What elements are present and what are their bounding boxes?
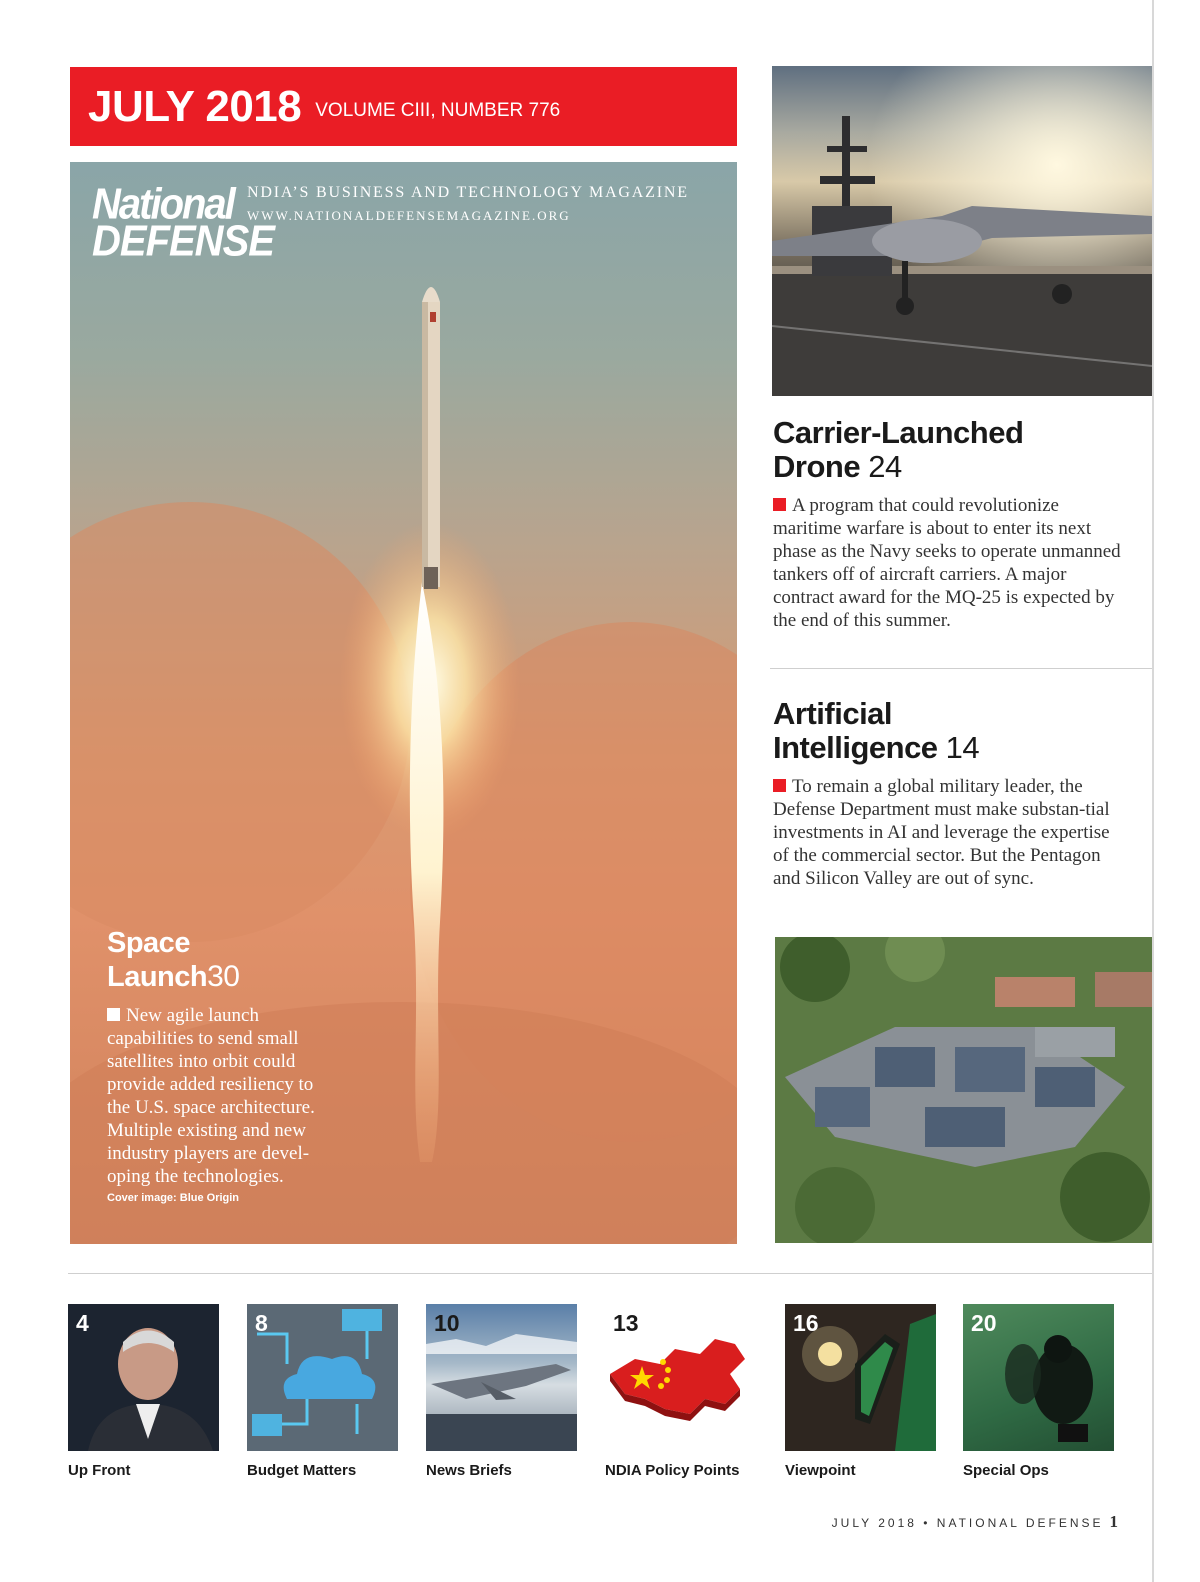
- department-label: Budget Matters: [247, 1462, 357, 1479]
- story-title-line-1: Carrier-Launched: [773, 415, 1024, 450]
- department-item[interactable]: [68, 1304, 228, 1479]
- page-folio: [832, 1512, 1118, 1532]
- department-page: 8: [255, 1310, 268, 1336]
- department-page: 13: [613, 1310, 639, 1336]
- campus-aerial-photo: [775, 937, 1152, 1243]
- story-description: [773, 775, 1123, 890]
- department-item[interactable]: [247, 1304, 407, 1479]
- story-artificial-intelligence: [773, 697, 1123, 890]
- department-item[interactable]: [605, 1304, 765, 1479]
- cover-image: [70, 162, 737, 1244]
- page-edge-rule: [1152, 0, 1154, 1582]
- bullet-square-icon: [773, 779, 786, 792]
- department-thumbnail: [426, 1304, 577, 1451]
- cover-feature-title: [107, 927, 337, 994]
- department-item[interactable]: [963, 1304, 1123, 1479]
- department-label: News Briefs: [426, 1462, 512, 1479]
- cover-feature-description: [107, 1004, 329, 1188]
- department-page: 10: [434, 1310, 460, 1336]
- story-text: To remain a global military leader, the Defense Department must make substan-tial investments in AI and leverage the expertise of the commercial sector. But the Pentagon and Silicon Valley are out of sync.: [773, 776, 1110, 889]
- carrier-drone-illustration: [772, 66, 1152, 396]
- logo-line-1: National: [92, 179, 234, 229]
- department-item[interactable]: [426, 1304, 586, 1479]
- cover-credit: Cover image: Blue Origin: [107, 1192, 240, 1204]
- department-thumbnail: [785, 1304, 936, 1451]
- story-title-line-2: Drone: [773, 449, 861, 484]
- portrait-illustration: [68, 1304, 219, 1451]
- issue-month: JULY 2018: [88, 81, 302, 131]
- cloud-network-illustration: [247, 1304, 398, 1451]
- cover-feature-page: 30: [207, 960, 240, 993]
- department-page: 20: [971, 1310, 997, 1336]
- story-title-line-2: Intelligence: [773, 730, 938, 765]
- issue-volume: VOLUME CIII, NUMBER 776: [315, 99, 561, 121]
- story-text: A program that could revolutionize maritime warfare is about to enter its next phase as the Navy seeks to operate unmanned tankers off of aircraft carriers. A major contract award for the MQ-25 is expected by the end of this summer.: [773, 495, 1121, 631]
- department-label: Up Front: [68, 1462, 131, 1479]
- department-label: NDIA Policy Points: [605, 1462, 740, 1479]
- drone-photo: [772, 66, 1152, 396]
- bullet-square-icon: [773, 498, 786, 511]
- running-head: JULY 2018 • NATIONAL DEFENSE: [831, 1516, 1104, 1530]
- department-thumbnail: [605, 1304, 756, 1451]
- story-carrier-drone: [773, 416, 1123, 632]
- department-item[interactable]: [785, 1304, 945, 1479]
- cover-feature-text: New agile launch capabilities to send small satellites into orbit could provide added resiliency to the U.S. space architecture. Multiple existing and new industry players are devel-oping the technologies.: [107, 1005, 315, 1187]
- cover-title-line-2: Launch: [107, 961, 208, 993]
- campus-aerial-illustration: [775, 937, 1152, 1243]
- department-thumbnail: [68, 1304, 219, 1451]
- department-page: 4: [76, 1310, 89, 1336]
- cover-feature: [107, 927, 337, 1204]
- page-number: 1: [1109, 1512, 1118, 1531]
- story-title: [773, 697, 1123, 765]
- department-label: Special Ops: [963, 1462, 1049, 1479]
- logo-line-2: DEFENSE: [92, 216, 274, 265]
- story-description: [773, 494, 1123, 632]
- story-page: 24: [868, 449, 902, 484]
- section-divider: [770, 668, 1152, 669]
- magazine-website: WWW.NATIONALDEFENSEMAGAZINE.ORG: [247, 208, 571, 223]
- story-title: [773, 416, 1123, 484]
- department-divider: [68, 1273, 1152, 1274]
- bullet-square-icon: [107, 1008, 120, 1021]
- department-page: 16: [793, 1310, 819, 1336]
- department-thumbnail: [247, 1304, 398, 1451]
- story-page: 14: [945, 730, 980, 765]
- issue-header-bar: [70, 67, 737, 146]
- magazine-tagline: NDIA’S BUSINESS AND TECHNOLOGY MAGAZINE: [247, 184, 689, 201]
- cover-title-line-1: Space: [107, 927, 190, 959]
- department-thumbnail: [963, 1304, 1114, 1451]
- story-title-line-1: Artificial: [773, 696, 893, 731]
- department-label: Viewpoint: [785, 1462, 856, 1479]
